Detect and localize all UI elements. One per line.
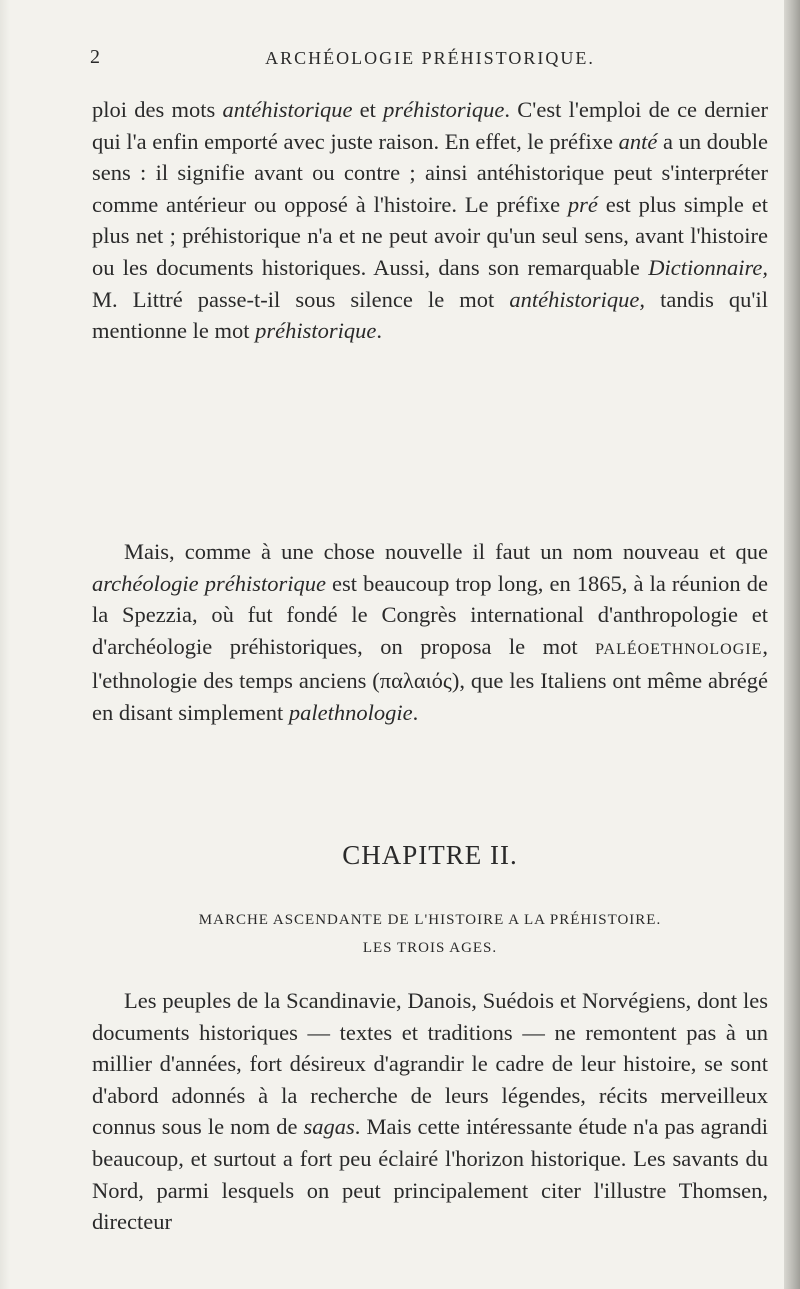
page-number: 2: [90, 46, 101, 68]
paragraph-3: Les peuples de la Scandinavie, Danois, Suédois et Norvégiens, dont les documents historiques — textes et traditions — ne remontent pas à un millier d'années, fort désireux d'agrandir le cadre de leur histoire, se sont d'abord adonnés à la recherche de leurs légendes, récits merveilleux connus sous le nom de sagas. Mais cette intéressante étude n'a pas agrandi beaucoup, et surtout a fort peu éclairé l'horizon historique. Les savants du Nord, parmi lesquels on peut principalement citer l'illustre Thomsen, directeur: [92, 988, 768, 1235]
page-header: [90, 46, 770, 76]
chapter-subtitle-line-1: MARCHE ASCENDANTE DE L'HISTOIRE A LA PRÉHISTOIRE.: [198, 912, 662, 928]
running-title: ARCHÉOLOGIE PRÉHISTORIQUE.: [265, 48, 595, 68]
chapter-subtitle: [92, 906, 768, 962]
paragraph-1: ploi des mots antéhistorique et préhistorique. C'est l'emploi de ce dernier qui l'a enfin emporté avec juste raison. En effet, le préfixe anté a un double sens : il signifie avant ou contre ; ainsi antéhistorique peut s'interpréter comme antérieur ou opposé à l'histoire. Le préfixe pré est plus simple et plus net ; préhistorique n'a et ne peut avoir qu'un seul sens, avant l'histoire ou les documents historiques. Aussi, dans son remarquable Dictionnaire, M. Littré passe-t-il sous silence le mot antéhistorique, tandis qu'il mentionne le mot préhistorique.: [92, 97, 768, 344]
chapter-title: CHAPITRE II.: [342, 840, 518, 870]
paragraph-2: Mais, comme à une chose nouvelle il faut un nom nouveau et que archéologie préhistorique est beaucoup trop long, en 1865, à la réunion de la Spezzia, où fut fondé le Congrès international d'anthropologie et d'archéologie préhistoriques, on proposa le mot PALÉOETHNOLOGIE, l'ethnologie des temps anciens (παλαιός), que les Italiens ont même abrégé en disant simplement palethnologie.: [92, 539, 768, 725]
chapter-subtitle-line-2: LES TROIS AGES.: [362, 940, 498, 956]
page-gutter-shadow: [0, 0, 10, 1289]
page-edge: [784, 0, 800, 1289]
